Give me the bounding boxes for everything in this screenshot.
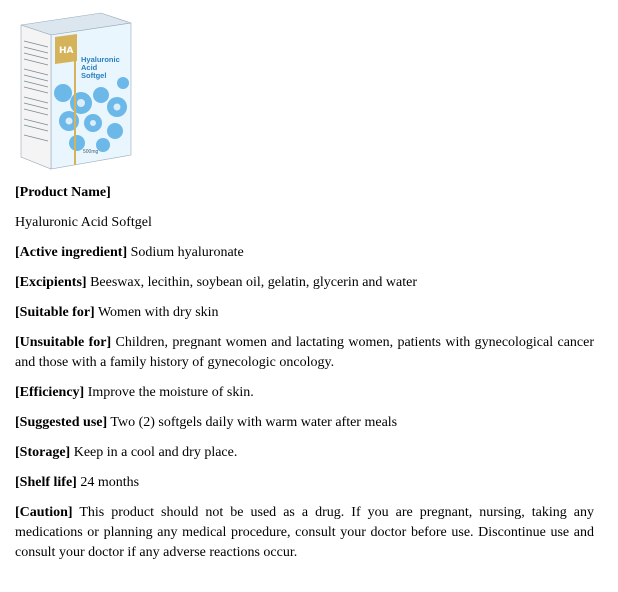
field-suitable-for	[15, 303, 594, 323]
field-value: Women with dry skin	[97, 305, 219, 320]
product-info	[15, 183, 594, 573]
field-value: Two (2) softgels daily with warm water after meals	[110, 415, 398, 430]
field-caution	[15, 503, 594, 563]
box-title	[81, 56, 120, 80]
box-size-label: 500mg	[83, 149, 99, 155]
box-title-line-2: Acid	[81, 63, 98, 72]
field-active-ingredient	[15, 243, 594, 263]
field-efficiency	[15, 383, 594, 403]
field-value: Beeswax, lecithin, soybean oil, gelatin, glycerin and water	[90, 275, 418, 290]
field-shelf-life	[15, 473, 594, 493]
product-box-illustration	[15, 3, 135, 173]
field-label: [Excipients]	[15, 275, 87, 290]
field-value: This product should not be used as a drug. If you are pregnant, nursing, taking any medications or planning any medical procedure, consult your doctor before use. Discontinue use and consult your doctor if any adverse reactions occur.	[15, 505, 594, 560]
field-storage	[15, 443, 594, 463]
product-box-image	[15, 3, 135, 173]
field-label: [Shelf life]	[15, 475, 77, 490]
product-name-label: [Product Name]	[15, 185, 111, 200]
field-label: [Suggested use]	[15, 415, 108, 430]
product-name-value: Hyaluronic Acid Softgel	[15, 215, 152, 230]
field-label: [Storage]	[15, 445, 71, 460]
field-label: [Caution]	[15, 505, 73, 520]
field-value: Children, pregnant women and lactating women, patients with gynecological cancer and those with a family history of gynecologic oncology.	[15, 335, 594, 370]
box-title-line-1: Hyaluronic	[81, 55, 120, 64]
field-value: 24 months	[80, 475, 140, 490]
field-value: Sodium hyaluronate	[130, 245, 244, 260]
svg-text:HA: HA	[59, 46, 74, 56]
box-title-line-3: Softgel	[81, 71, 107, 80]
product-name-heading	[15, 183, 594, 203]
field-label: [Efficiency]	[15, 385, 85, 400]
field-excipients	[15, 273, 594, 293]
field-label: [Suitable for]	[15, 305, 95, 320]
field-unsuitable-for	[15, 333, 594, 373]
field-suggested-use	[15, 413, 594, 433]
field-value: Improve the moisture of skin.	[87, 385, 254, 400]
field-label: [Unsuitable for]	[15, 335, 112, 350]
field-value: Keep in a cool and dry place.	[73, 445, 238, 460]
field-label: [Active ingredient]	[15, 245, 128, 260]
